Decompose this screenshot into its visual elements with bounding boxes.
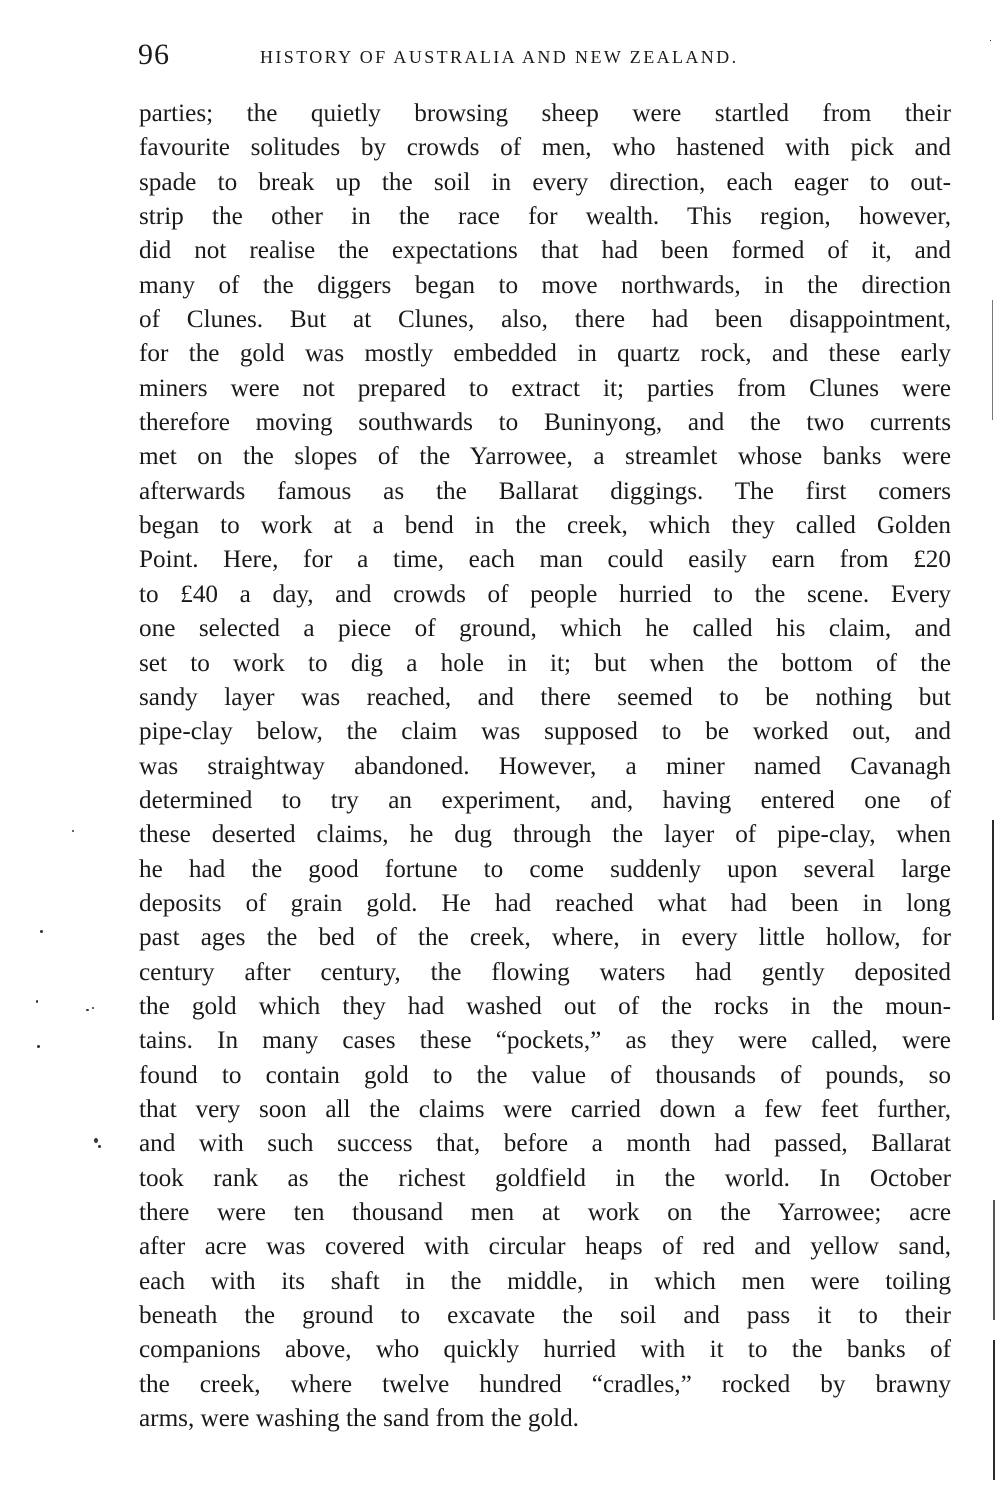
gutter-rule [992, 300, 993, 420]
margin-speck [36, 1000, 38, 1003]
body-text [139, 97, 951, 1436]
text-line: each with its shaft in the middle, in which men were toiling [139, 1267, 951, 1295]
text-line: one selected a piece of ground, which he called his claim, and [139, 615, 951, 643]
text-line: past ages the bed of the creek, where, in every little hollow, for [139, 924, 951, 952]
running-title: HISTORY OF AUSTRALIA AND NEW ZEALAND. [260, 47, 739, 67]
text-line: for the gold was mostly embedded in quartz rock, and these early [139, 340, 951, 368]
text-line: began to work at a bend in the creek, which they called Golden [139, 512, 951, 540]
text-line: strip the other in the race for wealth. This region, however, [139, 203, 951, 231]
text-line: many of the diggers began to move northwards, in the direction [139, 271, 951, 299]
gutter-rule [993, 1200, 995, 1320]
page-number: 96 [138, 38, 170, 71]
text-line: spade to break up the soil in every direction, each eager to out- [139, 168, 951, 196]
margin-speck [92, 1007, 94, 1009]
text-line: determined to try an experiment, and, having entered one of [139, 786, 951, 814]
text-line: took rank as the richest goldfield in the world. In October [139, 1164, 951, 1192]
text-line: century after century, the flowing waters had gently deposited [139, 958, 951, 986]
text-line: met on the slopes of the Yarrowee, a streamlet whose banks were [139, 443, 951, 471]
text-line: and with such success that, before a month had passed, Ballarat [139, 1130, 951, 1158]
text-line: therefore moving southwards to Buninyong, and the two currents [139, 409, 951, 437]
text-line: there were ten thousand men at work on the Yarrowee; acre [139, 1199, 951, 1226]
text-line: pipe-clay below, the claim was supposed to be worked out, and [139, 718, 951, 746]
text-line: to £40 a day, and crowds of people hurried to the scene. Every [139, 580, 951, 608]
text-line: companions above, who quickly hurried with it to the banks of [139, 1336, 951, 1364]
running-head [138, 38, 838, 78]
text-line: sandy layer was reached, and there seemed to be nothing but [139, 683, 951, 711]
text-line: the creek, where twelve hundred “cradles,” rocked by brawny [139, 1370, 951, 1398]
margin-speck [98, 1145, 101, 1148]
text-line: these deserted claims, he dug through the layer of pipe-clay, when [139, 821, 951, 849]
gutter-rule [992, 820, 994, 1020]
text-line: tains. In many cases these “pockets,” as they were called, were [139, 1027, 951, 1055]
text-line: miners were not prepared to extract it; parties from Clunes were [139, 374, 951, 402]
text-line: afterwards famous as the Ballarat diggings. The first comers [139, 477, 951, 505]
text-line: found to contain gold to the value of thousands of pounds, so [139, 1061, 951, 1089]
margin-speck [72, 830, 74, 832]
text-line: the gold which they had washed out of the rocks in the moun- [139, 992, 951, 1020]
gutter-rule [990, 40, 991, 41]
text-line: deposits of grain gold. He had reached what had been in long [139, 889, 951, 917]
text-line: arms, were washing the sand from the gold. [139, 1405, 579, 1433]
text-line: set to work to dig a hole in it; but when the bottom of the [139, 649, 951, 677]
margin-speck [37, 1045, 40, 1048]
margin-speck [40, 930, 43, 933]
text-line: was straightway abandoned. However, a miner named Cavanagh [139, 752, 951, 780]
text-line: he had the good fortune to come suddenly upon several large [139, 855, 951, 883]
text-line: did not realise the expectations that had been formed of it, and [139, 237, 951, 265]
text-line: of Clunes. But at Clunes, also, there had been disappointment, [139, 306, 951, 334]
text-line: parties; the quietly browsing sheep were startled from their [139, 100, 951, 127]
margin-speck [94, 1138, 98, 1143]
text-line: favourite solitudes by crowds of men, who hastened with pick and [139, 134, 951, 162]
gutter-rule [993, 1340, 995, 1480]
text-line: Point. Here, for a time, each man could easily earn from £20 [139, 546, 951, 574]
text-line: beneath the ground to excavate the soil and pass it to their [139, 1302, 951, 1330]
text-line: that very soon all the claims were carried down a few feet further, [139, 1095, 951, 1123]
margin-speck [86, 1009, 89, 1011]
text-line: after acre was covered with circular heaps of red and yellow sand, [139, 1233, 951, 1261]
